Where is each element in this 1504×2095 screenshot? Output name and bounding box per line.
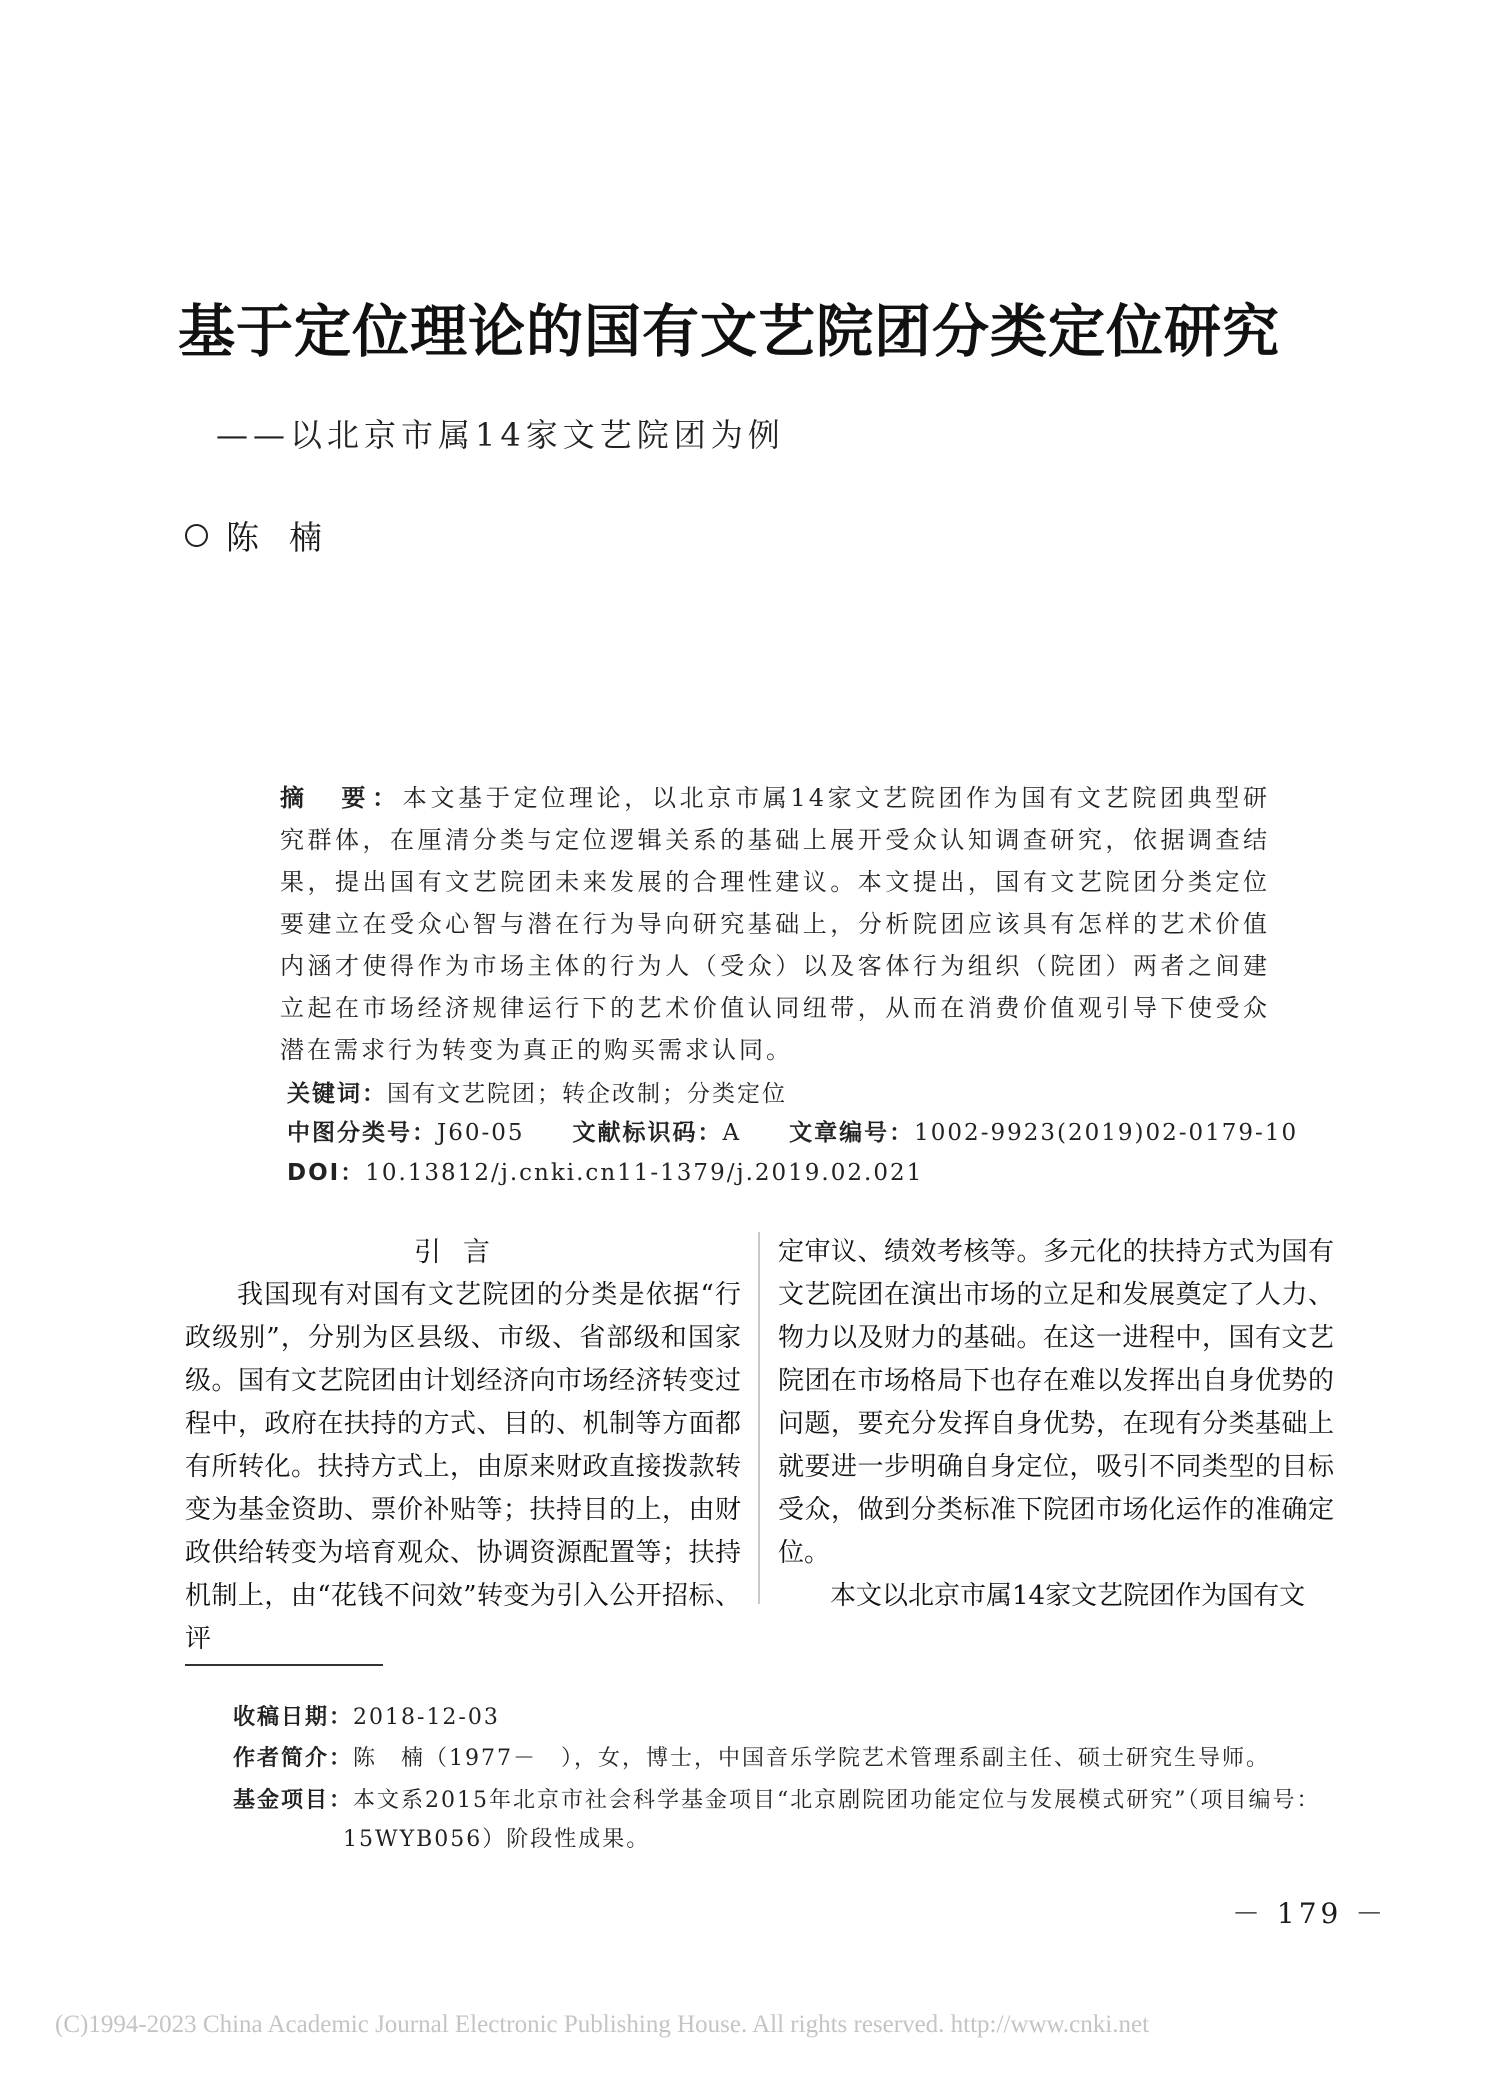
article-number-label: 文章编号：: [789, 1120, 915, 1146]
abstract: [280, 777, 1270, 1071]
classification-line: [287, 1114, 1298, 1147]
author-line: [185, 512, 352, 559]
bio-label: 作者简介：: [233, 1746, 354, 1771]
body-paragraph: 我国现有对国有文艺院团的分类是依据“行政级别”，分别为区县级、市级、省部级和国家级。国有文艺院团由计划经济向市场经济转变过程中，政府在扶持的方式、目的、机制等方面都有所转化。扶持方式上，由原来财政直接拨款转变为基金资助、票价补贴等；扶持目的上，由财政供给转变为培育观众、协调资源配置等；扶持机制上，由“花钱不问效”转变为引入公开招标、评: [185, 1280, 741, 1654]
doi-line: [287, 1154, 923, 1187]
keywords-value: 国有文艺院团；转企改制；分类定位: [387, 1081, 787, 1107]
section-heading: 引言: [414, 1237, 512, 1268]
doc-code-label: 文献标识码：: [572, 1120, 723, 1146]
keywords-label: 关键词：: [287, 1081, 387, 1107]
footnote-fund: [233, 1783, 1321, 1814]
body-paragraph: 本文以北京市属14家文艺院团作为国有文: [830, 1581, 1306, 1611]
fund-value: 本文系2015年北京市社会科学基金项目“北京剧院团功能定位与发展模式研究”（项目编号：: [353, 1788, 1321, 1813]
page-number: － 179 －: [1232, 1897, 1388, 1930]
doc-code-value: A: [722, 1120, 742, 1146]
article-number-value: 1002-9923(2019)02-0179-10: [914, 1120, 1299, 1146]
footnote-received: [233, 1700, 500, 1731]
footnote-rule: [185, 1664, 383, 1666]
paper-subtitle: ——以北京市属14家文艺院团为例: [216, 416, 785, 454]
author-name: 陈楠: [226, 518, 352, 557]
clc-value: J60-05: [437, 1120, 525, 1146]
abstract-text: 本文基于定位理论，以北京市属14家文艺院团作为国有文艺院团典型研究群体，在厘清分类与定位逻辑关系的基础上展开受众认知调查研究，依据调查结果，提出国有文艺院团未来发展的合理性建议。本文提出，国有文艺院团分类定位要建立在受众心智与潜在行为导向研究基础上，分析院团应该具有怎样的艺术价值内涵才使得作为市场主体的行为人（受众）以及客体行为组织（院团）两者之间建立起在市场经济规律运行下的艺术价值认同纽带，从而在消费价值观引导下使受众潜在需求行为转变为真正的购买需求认同。: [280, 784, 1270, 1064]
column-divider: [758, 1232, 760, 1604]
footnote-fund-continued: 15WYB056）阶段性成果。: [343, 1827, 651, 1852]
received-label: 收稿日期：: [233, 1705, 354, 1730]
keywords-line: [287, 1075, 787, 1108]
right-column: [778, 1231, 1334, 1618]
paper-title: 基于定位理论的国有文艺院团分类定位研究: [178, 298, 1280, 365]
abstract-label: 摘 要：: [280, 784, 403, 812]
left-column: [185, 1231, 741, 1661]
doi-value: 10.13812/j.cnki.cn11-1379/j.2019.02.021: [365, 1160, 924, 1186]
received-value: 2018-12-03: [353, 1705, 500, 1730]
body-paragraph: 定审议、绩效考核等。多元化的扶持方式为国有文艺院团在演出市场的立足和发展奠定了人力、物力以及财力的基础。在这一进程中，国有文艺院团在市场格局下也存在难以发挥出自身优势的问题，要充分发挥自身优势，在现有分类基础上就要进一步明确自身定位，吸引不同类型的目标受众，做到分类标准下院团市场化运作的准确定位。: [778, 1237, 1334, 1568]
doi-label: DOI：: [287, 1160, 366, 1186]
fund-label: 基金项目：: [233, 1788, 354, 1813]
author-marker-icon: [185, 524, 208, 547]
clc-label: 中图分类号：: [287, 1120, 437, 1146]
footnote-bio: [233, 1741, 1270, 1772]
bio-value: 陈 楠（1977－ ），女，博士，中国音乐学院艺术管理系副主任、硕士研究生导师。: [353, 1746, 1271, 1771]
copyright-watermark: (C)1994-2023 China Academic Journal Electronic Publishing House. All rights reserved. http://www.cnki.net: [55, 2011, 1150, 2038]
